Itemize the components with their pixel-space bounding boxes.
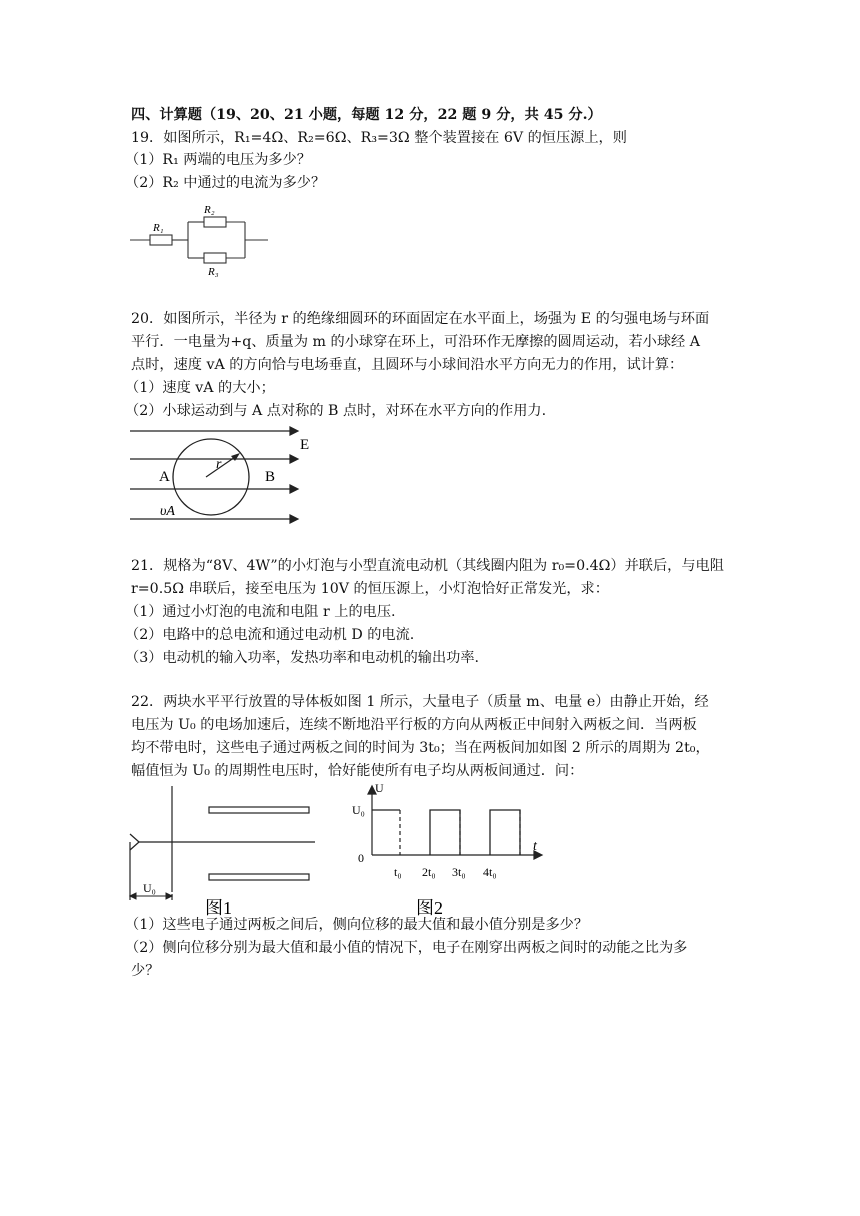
q19-part-2: （2）R₂ 中通过的电流为多少？ xyxy=(125,175,326,191)
q19-stem: 19．如图所示，R₁=4Ω、R₂=6Ω、R₃=3Ω 整个装置接在 6V 的恒压源上，则 xyxy=(131,130,627,146)
fig2-t-axis-label: t xyxy=(533,839,537,854)
q21-part-1: （1）通过小灯泡的电流和电阻 r 上的电压. xyxy=(125,604,396,620)
q20-part-2: （2）小球运动到与 A 点对称的 B 点时，对环在水平方向的作用力. xyxy=(125,403,547,419)
fig2-origin-label: 0 xyxy=(358,851,364,865)
q20-line-3: 点时，速度 vA 的方向恰与电场垂直，且圆环与小球间沿水平方向无力的作用，试计算： xyxy=(131,357,684,373)
fig2-tick-4t0: 4t₀ xyxy=(483,865,497,879)
q21-part-2: （2）电路中的总电流和通过电动机 D 的电流. xyxy=(125,627,415,643)
fig1-voltage-label: U₀ xyxy=(143,881,156,895)
q21-part-3: （3）电动机的输入功率，发热功率和电动机的输出功率. xyxy=(125,650,480,666)
q20-line-1: 20．如图所示，半径为 r 的绝缘细圆环的环面固定在水平面上，场强为 E 的匀强电场与环面 xyxy=(131,311,710,327)
q20-ring-field-diagram xyxy=(128,423,318,531)
section-title: 四、计算题（19、20、21 小题，每题 12 分，22 题 9 分，共 45 分.） xyxy=(131,107,602,123)
velocity-label: υA xyxy=(160,504,175,519)
fig2-tick-t0: t₀ xyxy=(394,865,402,879)
q21-line-1: 21．规格为“8V、4W”的小灯泡与小型直流电动机（其线圈内阻为 r₀=0.4Ω）并联后，与电阻 xyxy=(131,558,724,574)
fig2-tick-3t0: 3t₀ xyxy=(452,865,466,879)
q22-line-4: 幅值恒为 U₀ 的周期性电压时，恰好能使所有电子均从两板间通过．问： xyxy=(131,763,584,779)
radius-label: r xyxy=(216,457,222,472)
r2-label: R₂ xyxy=(204,204,215,216)
q22-figure-1-plates xyxy=(125,782,325,918)
r3-label: R₃ xyxy=(208,266,219,278)
fig2-u-axis-label: U xyxy=(375,781,384,795)
point-B-label: B xyxy=(265,469,276,485)
fig2-tick-2t0: 2t₀ xyxy=(422,865,436,879)
q22-line-1: 22．两块水平平行放置的导体板如图 1 所示，大量电子（质量 m、电量 e）由静止开始，经 xyxy=(131,694,709,710)
q22-part-1: （1）这些电子通过两板之间后，侧向位移的最大值和最小值分别是多少？ xyxy=(125,917,589,933)
fig2-caption: 图2 xyxy=(416,898,443,918)
q22-line-2: 电压为 U₀ 的电场加速后，连续不断地沿平行板的方向从两板正中间射入两板之间．当两板 xyxy=(131,717,697,733)
point-A-label: A xyxy=(159,469,170,485)
fig1-caption: 图1 xyxy=(205,898,232,918)
q22-part-2: （2）侧向位移分别为最大值和最小值的情况下，电子在刚穿出两板之间时的动能之比为多 xyxy=(125,940,688,956)
q19-part-1: （1）R₁ 两端的电压为多少？ xyxy=(125,152,311,168)
q21-line-2: r=0.5Ω 串联后，接至电压为 10V 的恒压源上，小灯泡恰好正常发光，求： xyxy=(131,581,609,597)
q22-figure-2-voltage-graph xyxy=(350,780,550,920)
field-label-E: E xyxy=(300,437,310,453)
r1-label: R₁ xyxy=(153,222,164,234)
q19-circuit-diagram xyxy=(128,198,273,280)
fig2-u0-tick: U₀ xyxy=(352,803,365,817)
q22-line-3: 均不带电时，这些电子通过两板之间的时间为 3t₀；当在两板间加如图 2 所示的周期为 2t₀， xyxy=(131,740,710,756)
q20-part-1: （1）速度 vA 的大小； xyxy=(125,380,275,396)
q20-line-2: 平行．一电量为+q、质量为 m 的小球穿在环上，可沿环作无摩擦的圆周运动，若小球经 A xyxy=(131,334,700,350)
q22-part-2-continued: 少？ xyxy=(131,963,160,979)
